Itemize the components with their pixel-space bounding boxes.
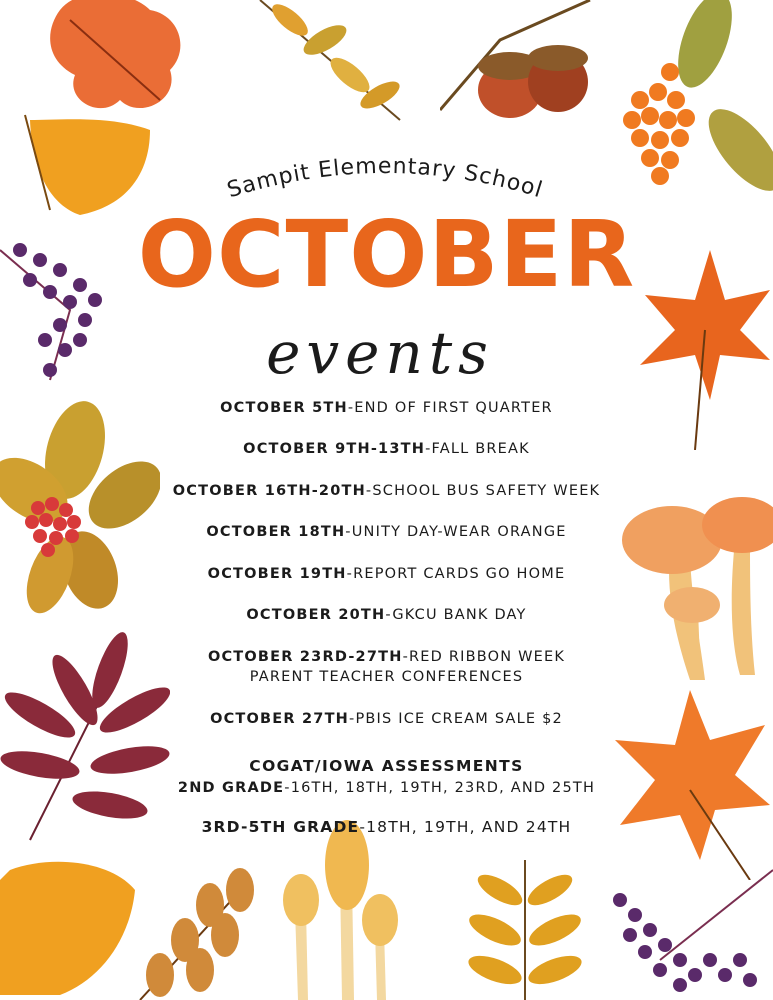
tall-mushrooms-icon <box>270 820 410 1000</box>
branch-leaves-icon <box>250 0 410 130</box>
small-leaves-branch-icon <box>130 860 270 1000</box>
svg-text:events: events <box>266 319 494 387</box>
event-item: OCTOBER 9TH-13TH-FALL BREAK <box>243 441 530 457</box>
red-berries-leaves-icon <box>0 400 160 620</box>
event-item: OCTOBER 16TH-20TH-SCHOOL BUS SAFETY WEEK <box>172 483 601 499</box>
event-item: OCTOBER 27TH-PBIS ICE CREAM SALE $2 <box>210 711 563 727</box>
event-item: OCTOBER 20TH-GKCU BANK DAY <box>246 607 527 623</box>
acorn-icon <box>440 0 610 130</box>
event-item: OCTOBER 5TH-END OF FIRST QUARTER <box>220 400 553 416</box>
purple-berries-bottom-icon <box>600 860 773 1000</box>
event-item-subline: PARENT TEACHER CONFERENCES <box>249 669 524 685</box>
svg-text:Sampit Elementary School: Sampit Elementary School <box>224 153 546 204</box>
page-title: OCTOBER <box>137 201 636 308</box>
assessments-title: COGAT/IOWA ASSESSMENTS <box>249 757 524 775</box>
event-item: OCTOBER 23RD-27TH-RED RIBBON WEEK PARENT TEACHER CONFERENCES <box>0 647 773 687</box>
event-item: OCTOBER 19TH-REPORT CARDS GO HOME <box>207 566 566 582</box>
assessment-row: 2ND GRADE-16TH, 18TH, 19TH, 23RD, AND 25TH <box>177 780 596 796</box>
assessment-row: 3RD-5TH GRADE-18TH, 19TH, AND 24TH <box>201 818 572 836</box>
events-script-word <box>190 318 570 398</box>
event-item: OCTOBER 18TH-UNITY DAY-WEAR ORANGE <box>206 524 567 540</box>
ginkgo-leaf-bottom-icon <box>0 850 140 1000</box>
orange-berries-icon <box>610 0 773 200</box>
golden-leaves-icon <box>450 860 600 1000</box>
